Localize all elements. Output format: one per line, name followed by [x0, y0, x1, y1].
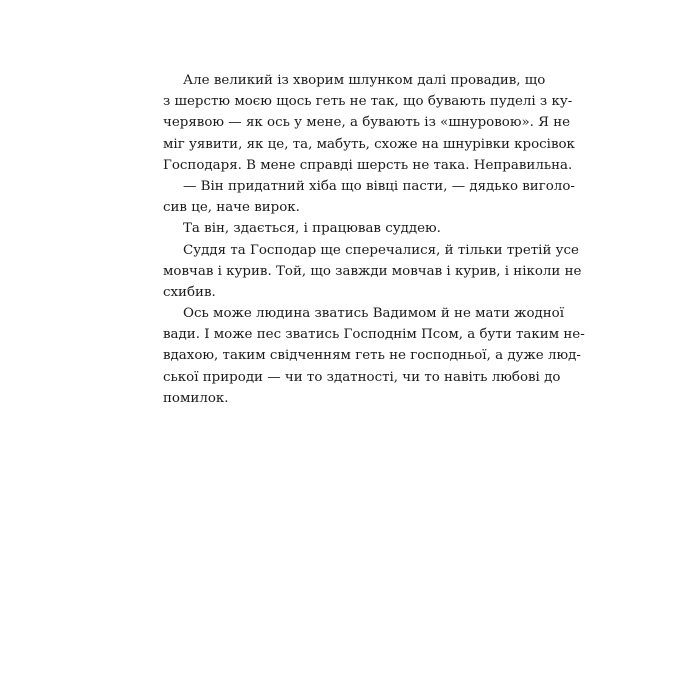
- text-line: мовчав і курив. Той, що завжди мовчав і курив, і ніколи не: [163, 263, 582, 279]
- paragraph-4: [163, 240, 582, 304]
- text-line: сив це, наче вирок.: [163, 200, 300, 216]
- text-line: — Він придатний хіба що вівці пасти, — дядько виголо-: [183, 178, 575, 194]
- text-line: вдахою, таким свідченням геть не господньої, а дуже люд-: [163, 348, 581, 364]
- paragraph-1: [163, 70, 575, 176]
- text-line: Суддя та Господар ще сперечалися, й тільки третій усе: [183, 242, 579, 258]
- text-line: помилок.: [163, 390, 229, 406]
- text-line: Господаря. В мене справді шерсть не така. Неправильна.: [163, 157, 573, 173]
- text-line: Ось може людина зватись Вадимом й не мати жодної: [183, 306, 565, 322]
- text-line: Та він, здається, і працював суддею.: [183, 221, 441, 237]
- text-line: вади. І може пес зватись Господнім Псом, а бути таким не-: [163, 327, 585, 343]
- paragraph-5: [163, 303, 585, 409]
- page-text: [163, 70, 585, 409]
- text-line: схибив.: [163, 284, 216, 300]
- paragraph-3: [163, 218, 525, 239]
- text-line: міг уявити, як це, та, мабуть, схоже на шнурівки кросівок: [163, 136, 575, 152]
- text-line: черявою — як ось у мене, а бувають із «шнуровою». Я не: [163, 115, 571, 131]
- text-line: Але великий із хворим шлунком далі провадив, що: [183, 73, 546, 88]
- paragraph-2: [163, 176, 575, 218]
- text-line: ської природи — чи то здатності, чи то навіть любові до: [163, 369, 561, 385]
- text-line: з шерстю моєю щось геть не так, що бувають пуделі з ку-: [163, 94, 573, 110]
